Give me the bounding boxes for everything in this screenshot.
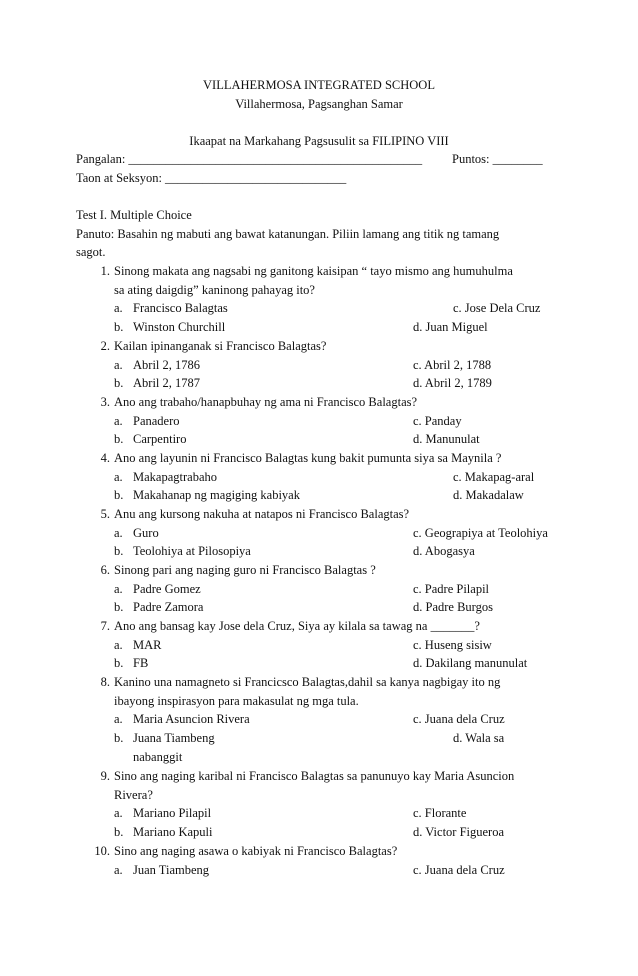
- option-c: c. Jose Dela Cruz: [453, 301, 541, 316]
- option-c: c. Juana dela Cruz: [413, 712, 505, 727]
- option-a: Padre Gomez: [133, 581, 201, 596]
- option-letter-a: a.: [114, 862, 123, 877]
- option-a: MAR: [133, 637, 162, 652]
- option-a: Maria Asuncion Rivera: [133, 712, 250, 727]
- option-letter-a: a.: [114, 712, 123, 727]
- option-letter-a: a.: [114, 413, 123, 428]
- option-letter-b: b.: [114, 432, 124, 447]
- option-a: Mariano Pilapil: [133, 806, 212, 821]
- option-a: Francisco Balagtas: [133, 301, 228, 316]
- option-d: d. Padre Burgos: [413, 600, 493, 615]
- exam-title: Ikaapat na Markahang Pagsusulit sa FILIPINO VIII: [189, 134, 449, 148]
- option-c: c. Makapag-aral: [453, 469, 535, 484]
- option-letter-b: b.: [114, 600, 124, 615]
- option-b: Teolohiya at Pilosopiya: [133, 544, 251, 559]
- name-field: Pangalan: _______________________________________________: [76, 152, 423, 166]
- option-c: c. Geograpiya at Teolohiya: [413, 525, 548, 540]
- option-d: d. Makadalaw: [453, 488, 524, 503]
- question-number: 9.: [100, 769, 110, 783]
- option-letter-a: a.: [114, 806, 123, 821]
- question-text: sa ating daigdig” kaninong pahayag ito?: [114, 282, 315, 297]
- option-d: d. Juan Miguel: [413, 320, 488, 335]
- option-d: d. Abogasya: [413, 544, 475, 559]
- option-b: Padre Zamora: [133, 600, 204, 615]
- option-b: Mariano Kapuli: [133, 825, 213, 840]
- option-letter-a: a.: [114, 301, 123, 316]
- question-number: 5.: [100, 507, 110, 521]
- score-field: Puntos: ________: [452, 152, 543, 166]
- option-b: Winston Churchill: [133, 320, 226, 335]
- option-a: Guro: [133, 525, 159, 540]
- option-letter-b: b.: [114, 544, 124, 559]
- question-text: Sinong pari ang naging guro ni Francisco Balagtas ?: [114, 563, 376, 577]
- question-number: 8.: [100, 675, 110, 689]
- question-text: Ano ang bansag kay Jose dela Cruz, Siya ay kilala sa tawag na _______?: [114, 619, 480, 633]
- option-d: d. Wala sa: [453, 731, 505, 746]
- instructions-line-1: Panuto: Basahin ng mabuti ang bawat katanungan. Piliin lamang ang titik ng tamang: [76, 227, 500, 241]
- option-letter-b: b.: [114, 320, 124, 335]
- question-text: Rivera?: [114, 787, 153, 802]
- question-text: Kanino una namagneto si Francicsco Balagtas,dahil sa kanya nagbigay ito ng: [114, 675, 501, 689]
- option-c: c. Juana dela Cruz: [413, 862, 505, 877]
- option-letter-b: b.: [114, 825, 124, 840]
- question-number: 3.: [100, 395, 110, 409]
- option-letter-b: b.: [114, 376, 124, 391]
- option-letter-a: a.: [114, 637, 123, 652]
- option-d: d. Dakilang manunulat: [413, 656, 528, 671]
- question-text: ibayong inspirasyon para makasulat ng mga tula.: [114, 693, 359, 708]
- option-a: Abril 2, 1786: [133, 357, 201, 372]
- question-text: Sino ang naging karibal ni Francisco Balagtas sa panunuyo kay Maria Asuncion: [114, 769, 515, 783]
- school-address: Villahermosa, Pagsanghan Samar: [235, 97, 403, 111]
- option-c: c. Padre Pilapil: [413, 581, 490, 596]
- question-text: Ano ang trabaho/hanapbuhay ng ama ni Francisco Balagtas?: [114, 395, 418, 409]
- question-number: 1.: [100, 264, 110, 278]
- test-title: Test I. Multiple Choice: [76, 208, 192, 222]
- question-text: Anu ang kursong nakuha at natapos ni Francisco Balagtas?: [114, 507, 410, 521]
- question-text: Kailan ipinanganak si Francisco Balagtas?: [114, 339, 327, 353]
- question-text: Sinong makata ang nagsabi ng ganitong kaisipan “ tayo mismo ang humuhulma: [114, 264, 513, 278]
- question-number: 4.: [100, 451, 110, 465]
- option-b: Juana Tiambeng: [133, 731, 215, 746]
- question-text: Sino ang naging asawa o kabiyak ni Francisco Balagtas?: [114, 844, 398, 858]
- option-b-continued: nabanggit: [133, 749, 183, 764]
- section-field: Taon at Seksyon: _____________________________: [76, 171, 347, 185]
- option-b: Carpentiro: [133, 432, 187, 447]
- question-number: 6.: [100, 563, 110, 577]
- option-letter-a: a.: [114, 525, 123, 540]
- option-c: c. Florante: [413, 806, 467, 821]
- question-text: Ano ang layunin ni Francisco Balagtas kung bakit pumunta siya sa Maynila ?: [114, 451, 502, 465]
- school-name: VILLAHERMOSA INTEGRATED SCHOOL: [203, 78, 435, 92]
- option-letter-a: a.: [114, 357, 123, 372]
- option-a: Makapagtrabaho: [133, 469, 217, 484]
- option-d: d. Abril 2, 1789: [413, 376, 492, 391]
- option-c: c. Panday: [413, 413, 462, 428]
- option-letter-b: b.: [114, 731, 124, 746]
- option-letter-a: a.: [114, 581, 123, 596]
- instructions-line-2: sagot.: [76, 245, 106, 259]
- option-letter-b: b.: [114, 656, 124, 671]
- option-letter-a: a.: [114, 469, 123, 484]
- option-d: d. Manunulat: [413, 432, 480, 447]
- option-d: d. Victor Figueroa: [413, 825, 505, 840]
- option-c: c. Huseng sisiw: [413, 637, 492, 652]
- question-number: 10.: [94, 844, 110, 858]
- option-b: FB: [133, 656, 149, 671]
- option-a: Panadero: [133, 413, 180, 428]
- option-b: Makahanap ng magiging kabiyak: [133, 488, 300, 503]
- question-number: 7.: [100, 619, 110, 633]
- option-b: Abril 2, 1787: [133, 376, 201, 391]
- option-c: c. Abril 2, 1788: [413, 357, 492, 372]
- question-number: 2.: [100, 339, 110, 353]
- option-letter-b: b.: [114, 488, 124, 503]
- option-a: Juan Tiambeng: [133, 862, 210, 877]
